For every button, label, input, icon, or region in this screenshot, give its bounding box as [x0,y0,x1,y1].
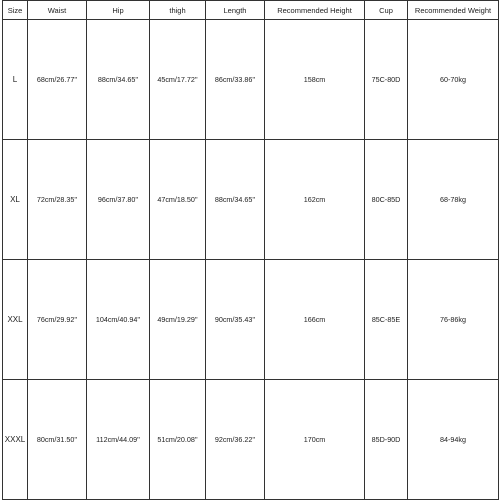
cup-cell: 80C-85D [365,140,408,260]
thigh-cell: 49cm/19.29'' [150,260,206,380]
header-size: Size [3,1,28,20]
table-row [3,260,499,380]
size-cell: XXXL [3,380,28,500]
recommended-height-cell: 162cm [265,140,365,260]
header-recommended-height: Recommended Height [265,1,365,20]
header-cup: Cup [365,1,408,20]
thigh-cell: 45cm/17.72'' [150,20,206,140]
table-row [3,20,499,140]
recommended-height-cell: 170cm [265,380,365,500]
cup-cell: 85C-85E [365,260,408,380]
recommended-weight-cell: 84-94kg [408,380,499,500]
waist-cell: 68cm/26.77'' [28,20,87,140]
recommended-weight-cell: 60-70kg [408,20,499,140]
length-cell: 92cm/36.22'' [206,380,265,500]
cup-cell: 75C-80D [365,20,408,140]
header-recommended-weight: Recommended Weight [408,1,499,20]
table-row [3,380,499,500]
thigh-cell: 47cm/18.50'' [150,140,206,260]
recommended-height-cell: 166cm [265,260,365,380]
thigh-cell: 51cm/20.08'' [150,380,206,500]
header-row [3,1,499,20]
hip-cell: 88cm/34.65'' [87,20,150,140]
hip-cell: 112cm/44.09'' [87,380,150,500]
length-cell: 86cm/33.86'' [206,20,265,140]
header-hip: Hip [87,1,150,20]
header-waist: Waist [28,1,87,20]
recommended-height-cell: 158cm [265,20,365,140]
recommended-weight-cell: 76-86kg [408,260,499,380]
size-cell: XXL [3,260,28,380]
header-length: Length [206,1,265,20]
hip-cell: 96cm/37.80'' [87,140,150,260]
size-cell: L [3,20,28,140]
recommended-weight-cell: 68-78kg [408,140,499,260]
table-row [3,140,499,260]
size-chart-table [2,0,499,500]
waist-cell: 72cm/28.35'' [28,140,87,260]
waist-cell: 80cm/31.50'' [28,380,87,500]
length-cell: 88cm/34.65'' [206,140,265,260]
hip-cell: 104cm/40.94'' [87,260,150,380]
size-cell: XL [3,140,28,260]
length-cell: 90cm/35.43'' [206,260,265,380]
cup-cell: 85D-90D [365,380,408,500]
header-thigh: thigh [150,1,206,20]
waist-cell: 76cm/29.92'' [28,260,87,380]
